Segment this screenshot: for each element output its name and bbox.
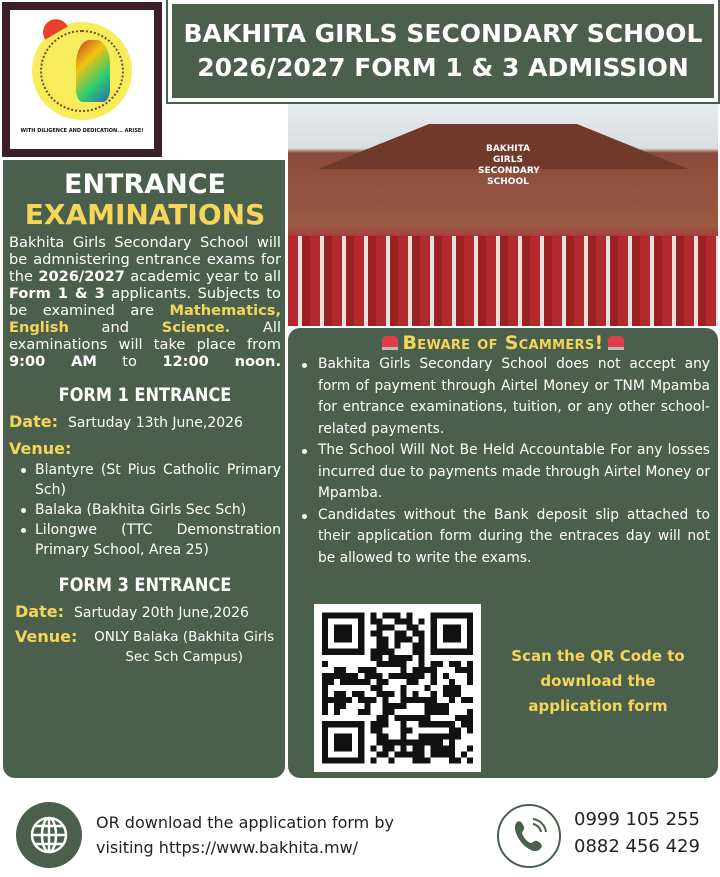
title-line-2: 2026/2027 FORM 1 & 3 ADMISSION — [197, 53, 689, 82]
form1-date: Sartuday 13th June,2026 — [67, 415, 243, 431]
school-logo — [2, 2, 162, 157]
form1-venues — [9, 460, 281, 560]
phone-2[interactable]: 0882 456 429 — [574, 836, 700, 857]
list-item: The School Will Not Be Held Accountable For any losses incurred due to payments made through Airtel Money or Mpamba. — [296, 440, 710, 505]
entrance-exams-panel — [3, 160, 285, 778]
website-text: OR download the application form by visiting https://www.bakhita.mw/ — [96, 810, 394, 860]
form3-title: FORM 3 ENTRANCE — [58, 574, 232, 596]
intro-paragraph: Bakhita Girls Secondary School will be admnistering entrance exams for the 2026/2027 academic year to all Form 1 & 3 applicants. Subjects to be examined are Mathematics, English and Science. All examinations will take place from 9:00 AM to 12:00 noon. — [9, 234, 282, 370]
date-label: Date: — [15, 602, 64, 621]
date-label: Date: — [9, 412, 58, 431]
list-item: Lilongwe (TTC Demonstration Primary School, Area 25) — [19, 520, 281, 560]
qr-code[interactable] — [314, 604, 481, 772]
section-title: ENTRANCE — [64, 169, 226, 200]
phone-icon — [497, 804, 561, 868]
siren-icon — [608, 336, 624, 350]
logo-motto: WITH DILIGENCE AND DEDICATION... ARISE! — [20, 128, 144, 134]
page-title — [168, 0, 718, 102]
phone-numbers — [574, 806, 700, 860]
school-photo — [288, 104, 718, 326]
form1-title: FORM 1 ENTRANCE — [58, 384, 232, 406]
venue-label: Venue: — [15, 627, 78, 646]
scan-instruction: Scan the QR Code to download the application form — [511, 647, 685, 715]
form3-venue: ONLY Balaka (Bakhita Girls Sec Sch Campus) — [94, 629, 275, 665]
warning-title: Beware of Scammers! — [296, 332, 710, 354]
form3-date: Sartuday 20th June,2026 — [73, 605, 249, 621]
building-sign: BAKHITA GIRLS SECONDARY SCHOOL — [478, 144, 540, 187]
footer — [0, 790, 720, 877]
siren-icon — [382, 336, 398, 350]
warning-list — [296, 354, 710, 569]
phone-1[interactable]: 0999 105 255 — [574, 809, 700, 830]
list-item: Blantyre (St Pius Catholic Primary Sch) — [19, 460, 281, 500]
venue-label: Venue: — [9, 439, 72, 458]
globe-icon — [16, 802, 82, 868]
section-title-highlight: EXAMINATIONS — [24, 198, 266, 231]
list-item: Bakhita Girls Secondary School does not accept any form of payment through Airtel Money or TNM Mpamba for entrance examinations, tuition, or any other school-related payments. — [296, 354, 710, 440]
website-link[interactable]: visiting https://www.bakhita.mw/ — [96, 838, 359, 857]
scam-warning-panel — [288, 328, 718, 778]
title-line-1: BAKHITA GIRLS SECONDARY SCHOOL — [183, 19, 703, 48]
list-item: Balaka (Bakhita Girls Sec Sch) — [19, 500, 281, 520]
list-item: Candidates without the Bank deposit slip attached to their application form during the entraces day will not be allowed to write the exams. — [296, 505, 710, 570]
